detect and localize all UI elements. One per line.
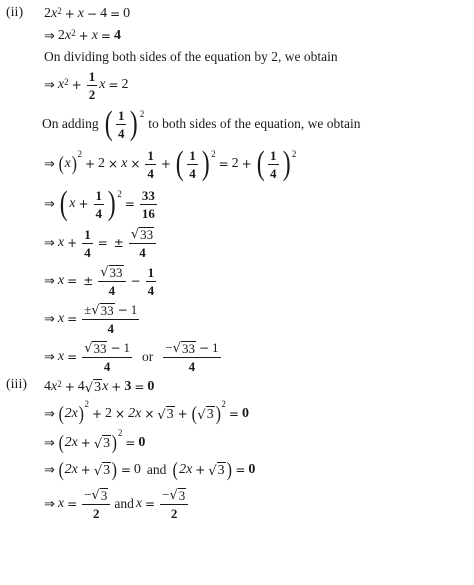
const: 1 — [123, 340, 131, 355]
op-plus: + — [241, 157, 252, 171]
op-plus: + — [80, 436, 91, 450]
eq-iii-2 — [44, 401, 249, 427]
denominator: 4 — [147, 282, 155, 298]
eq-ii-2 — [44, 26, 121, 46]
denominator: 4 — [108, 283, 116, 298]
implies-symbol: ⇒ — [44, 462, 55, 478]
coef: 2 — [44, 6, 51, 21]
var-x: x — [57, 496, 65, 511]
denominator: 4 — [107, 321, 114, 336]
denominator: 4 — [139, 245, 146, 260]
const: 0 — [147, 379, 155, 394]
op-plus: + — [64, 7, 75, 21]
op-minus: − — [87, 7, 98, 21]
denominator: 4 — [95, 205, 103, 221]
op-eq: = — [67, 312, 78, 326]
op-eq: = — [145, 497, 156, 511]
radicand: 3 — [217, 462, 225, 478]
fraction — [268, 149, 279, 180]
denominator: 4 — [189, 165, 196, 181]
var-x: x — [57, 77, 65, 92]
numerator — [129, 227, 156, 244]
implies-symbol: ⇒ — [44, 406, 55, 422]
radicand: 33 — [100, 303, 114, 318]
sqrt: √ 33 — [84, 341, 107, 356]
denominator: 4 — [103, 359, 111, 374]
implies-symbol: ⇒ — [44, 496, 55, 512]
op-eq: = — [124, 197, 135, 211]
var-x: x — [99, 77, 106, 92]
op-minus: − — [130, 274, 141, 288]
denominator: 2 — [170, 506, 178, 521]
fraction — [98, 265, 125, 297]
var-x: x — [64, 28, 72, 43]
eq-ii-4 — [44, 144, 296, 184]
fraction — [160, 488, 188, 520]
term-2x: 2x — [64, 462, 78, 477]
sqrt: √ 33 — [100, 265, 123, 280]
paren-fraction: ( $\frac{1}{4}$ ) — [256, 145, 291, 182]
exp: 2 — [64, 77, 69, 87]
sqrt: √ 3 — [197, 406, 214, 423]
sqrt: √ 3 — [157, 406, 174, 423]
var-x: x — [102, 379, 109, 394]
op-plus: + — [84, 157, 96, 171]
op-eq: = — [67, 350, 78, 364]
op-plus: + — [160, 157, 171, 171]
implies-symbol: ⇒ — [44, 196, 55, 212]
sqrt: √ 33 — [130, 227, 154, 242]
numerator: 1 — [147, 264, 155, 280]
paren: ( x ) — [58, 153, 77, 175]
op-minus: − — [198, 341, 209, 355]
paren-group: ( 2x + √ 3 ) — [58, 432, 118, 454]
numerator: 1 — [189, 147, 196, 163]
implies-symbol: ⇒ — [44, 156, 55, 172]
var-x: x — [135, 496, 143, 511]
denominator: 4 — [270, 165, 277, 181]
numerator — [82, 341, 132, 358]
op-plus: + — [67, 236, 78, 250]
exp: 2 — [71, 28, 76, 38]
text-add-before: On adding — [42, 116, 99, 131]
numerator — [82, 488, 110, 505]
implies-symbol: ⇒ — [44, 311, 55, 327]
denominator: 4 — [117, 125, 125, 141]
paren-fraction: ( $\frac{1}{4}$ ) — [104, 105, 139, 142]
numerator: 1 — [84, 226, 91, 242]
op-pm: ± — [84, 302, 92, 317]
op-eq: = — [108, 78, 119, 92]
const: 1 — [212, 340, 219, 355]
sqrt: √ 33 — [172, 341, 195, 356]
radicand: 3 — [178, 488, 186, 503]
radicand: 3 — [94, 379, 102, 395]
var-x: x — [51, 6, 58, 21]
radicand: 33 — [109, 265, 123, 280]
var-x: x — [64, 156, 71, 171]
op-minus: − — [84, 487, 92, 502]
numerator: 1 — [88, 68, 96, 84]
op-eq: = — [97, 236, 108, 250]
fraction — [146, 266, 157, 297]
fraction — [82, 228, 93, 259]
const: 2 — [105, 406, 113, 421]
exp: 2 — [57, 6, 62, 16]
denominator: 4 — [84, 244, 91, 260]
eq-iii-5 — [44, 483, 190, 525]
sqrt: √ 3 — [208, 462, 225, 479]
op-eq: = — [120, 463, 131, 477]
implies-symbol: ⇒ — [44, 77, 55, 93]
fraction — [129, 227, 156, 259]
const: 0 — [241, 406, 249, 421]
op-eq: = — [235, 463, 246, 477]
op-plus: + — [80, 463, 91, 477]
const: 4 — [113, 28, 121, 43]
paren: ( 2x ) — [58, 403, 84, 425]
sqrt: √ 3 — [169, 488, 186, 503]
op-plus: + — [78, 29, 89, 43]
denominator: 4 — [188, 359, 196, 374]
op-minus: − — [165, 340, 173, 355]
coef: 4 — [77, 379, 85, 394]
text-add-after: to both sides of the equation, we obtain — [148, 116, 361, 131]
paren-fraction: ( $\frac{1}{4}$ ) — [175, 145, 210, 182]
fraction — [145, 149, 156, 180]
fraction — [94, 189, 105, 220]
var-x: x — [57, 349, 65, 364]
exp: 2 — [221, 399, 226, 409]
op-eq: = — [110, 7, 121, 21]
fraction — [82, 303, 139, 335]
sqrt: √ 33 — [91, 303, 114, 318]
var-x: x — [51, 379, 58, 394]
numerator — [163, 341, 220, 358]
numerator: 33 — [141, 187, 155, 203]
text-divide: On dividing both sides of the equation by 2, we obtain — [44, 49, 338, 64]
exp: 2 — [57, 379, 62, 389]
radicand: 3 — [103, 462, 111, 478]
eq-ii-6 — [44, 223, 158, 263]
op-plus: + — [78, 197, 89, 211]
implies-symbol: ⇒ — [44, 273, 55, 289]
implies-symbol: ⇒ — [44, 235, 55, 251]
const: 2 — [231, 156, 239, 171]
op-times: × — [130, 157, 141, 171]
term-2x: 2x — [179, 462, 193, 477]
op-eq: = — [134, 380, 145, 394]
op-plus: + — [64, 380, 75, 394]
sqrt: √ 3 — [91, 488, 108, 503]
const: 3 — [124, 379, 132, 394]
numerator — [160, 488, 188, 505]
var-x: x — [91, 28, 98, 43]
numerator: 1 — [95, 187, 103, 203]
coef: 2 — [57, 28, 65, 43]
const: 0 — [138, 435, 146, 450]
eq-iii-1 — [44, 376, 154, 398]
part-label-ii: (ii) — [6, 5, 24, 20]
const: 4 — [100, 6, 108, 21]
op-plus: + — [195, 463, 206, 477]
text-and: and — [146, 462, 167, 477]
op-eq: = — [67, 497, 78, 511]
eq-ii-5 — [44, 184, 159, 224]
fraction — [87, 70, 98, 101]
exp: 2 — [139, 109, 145, 119]
coef: 4 — [44, 379, 51, 394]
const: 0 — [123, 6, 131, 21]
eq-ii-7 — [44, 261, 158, 301]
implies-symbol: ⇒ — [44, 349, 55, 365]
op-eq: = — [67, 274, 78, 288]
sqrt: √ 3 — [84, 379, 102, 396]
eq-iii-3 — [44, 430, 145, 456]
eq-ii-3 — [44, 67, 128, 103]
exp: 2 — [291, 149, 297, 159]
op-eq: = — [125, 436, 136, 450]
sqrt: √ 3 — [93, 435, 111, 452]
var-x: x — [69, 196, 76, 211]
eq-ii-1 — [44, 4, 130, 24]
exp: 2 — [77, 149, 82, 159]
op-minus: − — [110, 341, 121, 355]
paren: ( √ 3 ) — [191, 403, 221, 425]
fraction — [187, 149, 198, 180]
denominator: 2 — [88, 86, 96, 102]
numerator: 1 — [147, 147, 154, 163]
op-times: × — [115, 407, 126, 421]
op-minus: − — [162, 487, 170, 502]
paren-group: ( x + $\frac{1}{4}$ ) — [59, 185, 116, 222]
term-2x: 2x — [64, 435, 78, 450]
var-x: x — [57, 273, 65, 288]
var-x: x — [57, 235, 65, 250]
radicand: 33 — [93, 341, 107, 356]
radicand: 3 — [103, 435, 111, 451]
op-plus: + — [177, 407, 188, 421]
numerator: 1 — [270, 147, 277, 163]
fraction — [116, 109, 127, 140]
fraction — [82, 488, 110, 520]
text-or: or — [142, 349, 154, 364]
radicand: 33 — [140, 227, 154, 242]
implies-symbol: ⇒ — [44, 435, 55, 451]
denominator: 2 — [93, 506, 100, 521]
numerator: 1 — [117, 107, 125, 123]
var-x: x — [121, 156, 128, 171]
fraction — [163, 341, 220, 373]
op-eq: = — [100, 29, 111, 43]
fraction — [82, 341, 132, 373]
const: 0 — [133, 462, 141, 477]
implies-symbol: ⇒ — [44, 28, 55, 44]
part-label-iii: (iii) — [6, 377, 27, 392]
exp: 2 — [117, 189, 122, 199]
exp: 2 — [211, 149, 216, 159]
op-eq: = — [228, 407, 239, 421]
exp: 2 — [117, 428, 123, 438]
const: 2 — [121, 77, 129, 92]
sqrt: √ 3 — [93, 462, 111, 479]
op-times: × — [108, 157, 119, 171]
paren-group: ( 2x + √ 3 ) — [58, 459, 118, 481]
eq-ii-9 — [44, 337, 223, 377]
paren-group: ( 2x + √ 3 ) — [173, 459, 232, 481]
op-minus: − — [117, 303, 128, 317]
exp: 2 — [84, 399, 89, 409]
radicand: 33 — [181, 341, 195, 356]
op-pm: ± — [113, 236, 124, 250]
const: 0 — [248, 462, 256, 477]
denominator: 4 — [147, 165, 154, 181]
eq-ii-8 — [44, 299, 141, 339]
radicand: 3 — [206, 406, 214, 422]
numerator — [82, 303, 139, 320]
radicand: 3 — [100, 488, 108, 503]
var-x: x — [57, 311, 65, 326]
var-x: x — [77, 6, 84, 21]
text-and: and — [114, 496, 134, 511]
radicand: 3 — [166, 406, 174, 422]
fraction — [140, 189, 157, 220]
const: 1 — [130, 302, 138, 317]
op-times: × — [144, 407, 155, 421]
op-plus: + — [71, 78, 82, 92]
denominator: 16 — [141, 205, 155, 221]
numerator — [98, 265, 125, 282]
term-2x: 2x — [64, 406, 78, 421]
op-plus: + — [91, 407, 103, 421]
op-pm: ± — [83, 274, 94, 288]
op-eq: = — [218, 157, 229, 171]
eq-iii-4 — [44, 457, 255, 483]
const: 2 — [98, 156, 106, 171]
term-2x: 2x — [128, 406, 142, 421]
op-plus: + — [111, 380, 122, 394]
text-adding — [42, 104, 361, 144]
